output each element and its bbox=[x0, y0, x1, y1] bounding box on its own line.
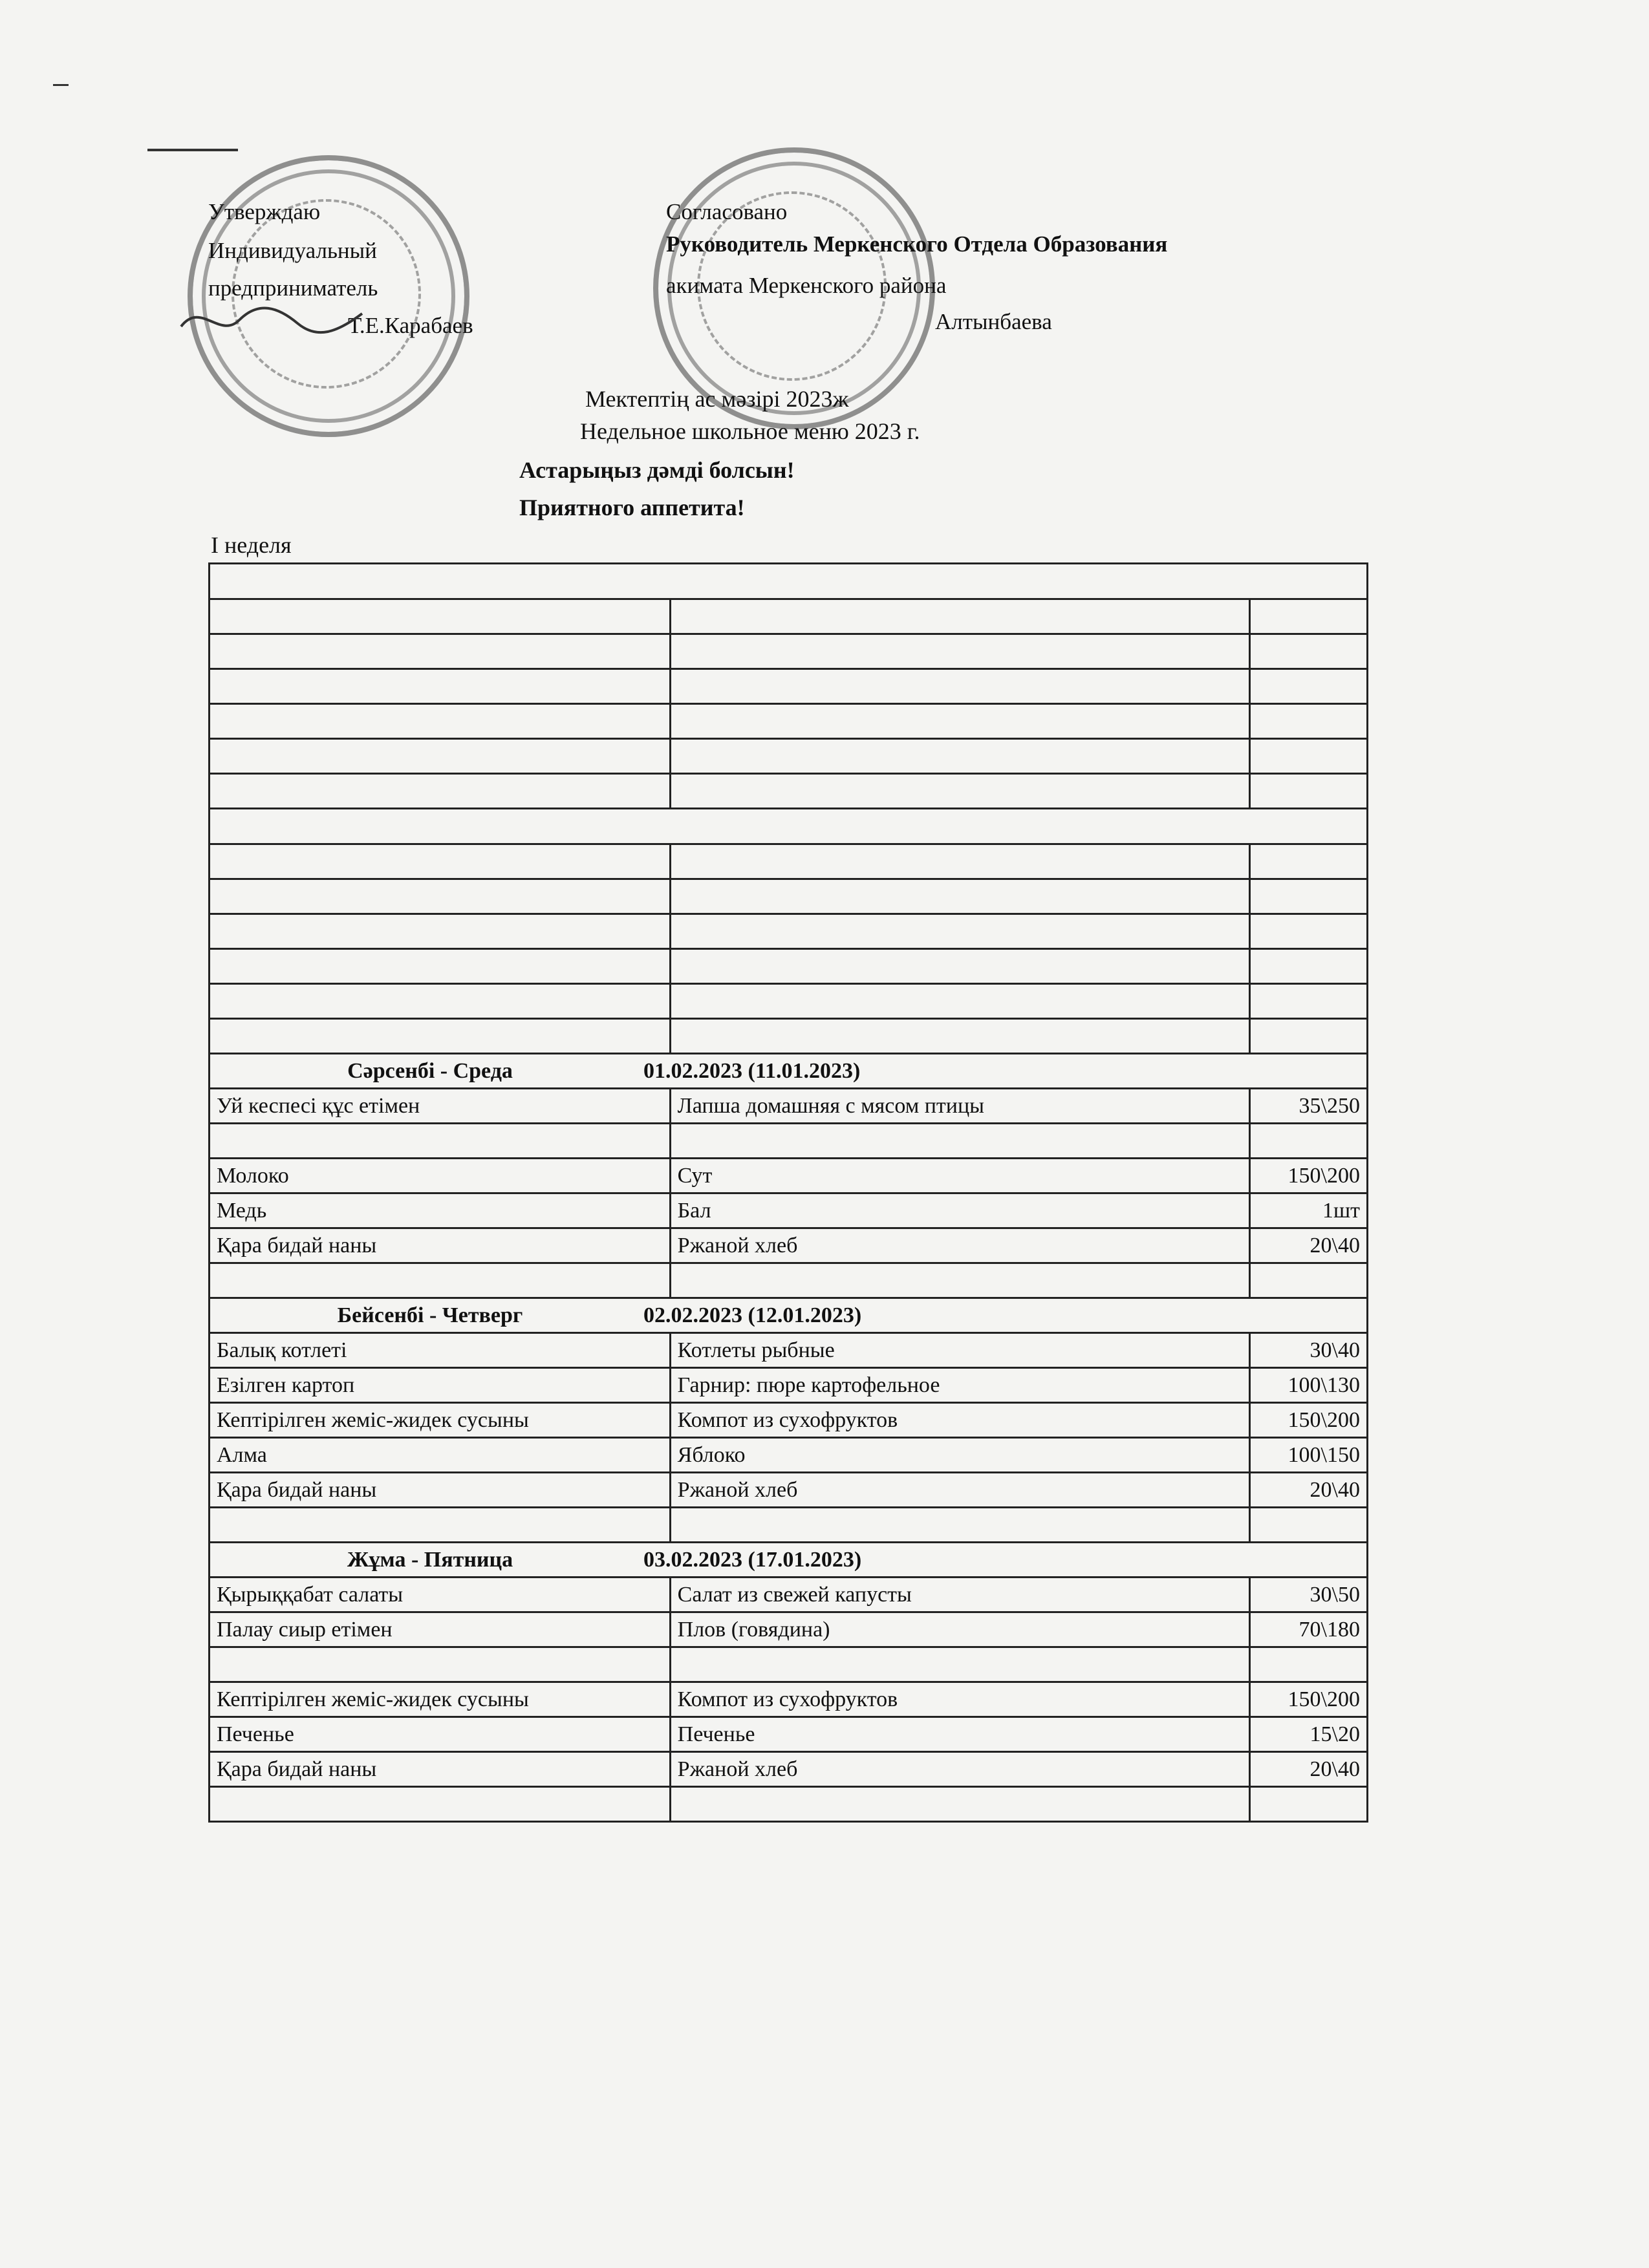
table-row bbox=[210, 1612, 1368, 1647]
dish-name-kz: Қара бидай наны bbox=[210, 1228, 671, 1263]
dish-name-ru: Салат из свежей капусты bbox=[670, 1578, 1250, 1612]
dish-name-ru: Ржаной хлеб bbox=[670, 1228, 1250, 1263]
portion-size bbox=[1250, 1508, 1368, 1543]
dish-name-ru: Котлеты рыбные bbox=[670, 1333, 1250, 1368]
table-row bbox=[210, 1647, 1368, 1682]
agreer-role-line1: Руководитель Меркенского Отдела Образования bbox=[666, 231, 1168, 257]
table-row bbox=[210, 1019, 1368, 1054]
table-row bbox=[210, 1193, 1368, 1228]
dish-name-ru: Бал bbox=[670, 1193, 1250, 1228]
table-row bbox=[210, 1333, 1368, 1368]
portion-size: 20\40 bbox=[1250, 1752, 1368, 1787]
dish-name-kz: Балық котлеті bbox=[210, 1333, 671, 1368]
table-row bbox=[210, 1263, 1368, 1298]
portion-size: 30\40 bbox=[1250, 1333, 1368, 1368]
table-row bbox=[210, 809, 1368, 844]
portion-size: 150\200 bbox=[1250, 1682, 1368, 1717]
table-row bbox=[210, 1473, 1368, 1508]
portion-size: 15\20 bbox=[1250, 1717, 1368, 1752]
dish-name-kz bbox=[210, 1263, 671, 1298]
dish-name-kz: Қара бидай наны bbox=[210, 1473, 671, 1508]
dish-name-ru: Сут bbox=[670, 1159, 1250, 1193]
portion-size bbox=[1250, 1124, 1368, 1159]
wish-kz: Астарыңыз дәмді болсын! bbox=[519, 457, 795, 483]
dish-name-ru: Яблоко bbox=[670, 1438, 1250, 1473]
dish-name-ru bbox=[670, 1124, 1250, 1159]
table-row bbox=[210, 1578, 1368, 1612]
portion-size: 100\130 bbox=[1250, 1368, 1368, 1403]
agreed-label: Согласовано bbox=[666, 199, 788, 224]
portion-size bbox=[1250, 1787, 1368, 1822]
table-row bbox=[210, 984, 1368, 1019]
dish-name-ru: Плов (говядина) bbox=[670, 1612, 1250, 1647]
dish-name-ru: Гарнир: пюре картофельное bbox=[670, 1368, 1250, 1403]
approve-label: Утверждаю bbox=[208, 199, 321, 224]
portion-size: 30\50 bbox=[1250, 1578, 1368, 1612]
dish-name-kz: Печенье bbox=[210, 1717, 671, 1752]
agreer-name: Алтынбаева bbox=[935, 309, 1052, 334]
table-row bbox=[210, 1368, 1368, 1403]
table-row bbox=[210, 564, 1368, 599]
day-header-row bbox=[210, 1298, 1368, 1333]
portion-size bbox=[1250, 1263, 1368, 1298]
dish-name-ru bbox=[670, 1787, 1250, 1822]
table-row bbox=[210, 774, 1368, 809]
portion-size: 100\150 bbox=[1250, 1438, 1368, 1473]
table-row bbox=[210, 1403, 1368, 1438]
menu-title-kz: Мектептің ас мәзірі 2023ж bbox=[585, 386, 849, 412]
dish-name-kz: Уй кеспесі құс етімен bbox=[210, 1089, 671, 1124]
table-row bbox=[210, 669, 1368, 704]
agreer-role-line2: акимата Меркенского района bbox=[666, 273, 947, 298]
dish-name-kz: Палау сиыр етімен bbox=[210, 1612, 671, 1647]
dish-name-ru bbox=[670, 1647, 1250, 1682]
day-header-cell bbox=[210, 1054, 1368, 1089]
approver-name: Т.Е.Карабаев bbox=[348, 313, 473, 338]
table-row bbox=[210, 1228, 1368, 1263]
table-row bbox=[210, 1124, 1368, 1159]
menu-table-body bbox=[210, 564, 1368, 1822]
day-header-cell bbox=[210, 1543, 1368, 1578]
portion-size: 20\40 bbox=[1250, 1228, 1368, 1263]
table-row bbox=[210, 1438, 1368, 1473]
table-row bbox=[210, 634, 1368, 669]
day-header-row bbox=[210, 1543, 1368, 1578]
menu-title-ru: Недельное школьное меню 2023 г. bbox=[580, 418, 920, 444]
portion-size: 150\200 bbox=[1250, 1403, 1368, 1438]
approver-role-line2: предприниматель bbox=[208, 275, 378, 301]
portion-size: 20\40 bbox=[1250, 1473, 1368, 1508]
scan-mark bbox=[147, 149, 238, 151]
scan-mark bbox=[53, 84, 69, 86]
dish-name-kz bbox=[210, 1508, 671, 1543]
table-row bbox=[210, 949, 1368, 984]
day-header-cell bbox=[210, 1298, 1368, 1333]
table-row bbox=[210, 1508, 1368, 1543]
table-row bbox=[210, 704, 1368, 739]
day-header-row bbox=[210, 1054, 1368, 1089]
dish-name-kz bbox=[210, 1787, 671, 1822]
menu-table bbox=[208, 562, 1368, 1823]
table-row bbox=[210, 844, 1368, 879]
dish-name-kz: Езілген картоп bbox=[210, 1368, 671, 1403]
approver-role-line1: Индивидуальный bbox=[208, 238, 377, 263]
dish-name-ru: Ржаной хлеб bbox=[670, 1473, 1250, 1508]
signature-left bbox=[175, 294, 369, 346]
dish-name-kz: Молоко bbox=[210, 1159, 671, 1193]
portion-size: 150\200 bbox=[1250, 1159, 1368, 1193]
dish-name-kz: Алма bbox=[210, 1438, 671, 1473]
table-row bbox=[210, 599, 1368, 634]
wish-ru: Приятного аппетита! bbox=[519, 495, 745, 520]
dish-name-ru: Компот из сухофруктов bbox=[670, 1682, 1250, 1717]
dish-name-kz: Кептірілген жеміс-жидек сусыны bbox=[210, 1682, 671, 1717]
dish-name-kz: Қырыққабат салаты bbox=[210, 1578, 671, 1612]
dish-name-ru bbox=[670, 1263, 1250, 1298]
dish-name-kz bbox=[210, 1124, 671, 1159]
dish-name-kz: Медь bbox=[210, 1193, 671, 1228]
portion-size: 1шт bbox=[1250, 1193, 1368, 1228]
portion-size: 70\180 bbox=[1250, 1612, 1368, 1647]
dish-name-kz: Кептірілген жеміс-жидек сусыны bbox=[210, 1403, 671, 1438]
table-row bbox=[210, 914, 1368, 949]
dish-name-ru: Лапша домашняя с мясом птицы bbox=[670, 1089, 1250, 1124]
dish-name-kz: Қара бидай наны bbox=[210, 1752, 671, 1787]
portion-size bbox=[1250, 1647, 1368, 1682]
table-row bbox=[210, 1682, 1368, 1717]
day-name: Бейсенбі - Четверг bbox=[337, 1303, 523, 1327]
day-name: Жұма - Пятница bbox=[347, 1547, 513, 1572]
day-date: 02.02.2023 (12.01.2023) bbox=[643, 1303, 862, 1327]
dish-name-ru: Печенье bbox=[670, 1717, 1250, 1752]
table-row bbox=[210, 1752, 1368, 1787]
week-label: I неделя bbox=[211, 532, 292, 558]
table-row bbox=[210, 1089, 1368, 1124]
table-row bbox=[210, 879, 1368, 914]
dish-name-ru bbox=[670, 1508, 1250, 1543]
dish-name-ru: Компот из сухофруктов bbox=[670, 1403, 1250, 1438]
table-row bbox=[210, 739, 1368, 774]
day-date: 03.02.2023 (17.01.2023) bbox=[643, 1547, 862, 1572]
portion-size: 35\250 bbox=[1250, 1089, 1368, 1124]
day-name: Сәрсенбі - Среда bbox=[347, 1058, 513, 1083]
table-row bbox=[210, 1717, 1368, 1752]
dish-name-kz bbox=[210, 1647, 671, 1682]
dish-name-ru: Ржаной хлеб bbox=[670, 1752, 1250, 1787]
day-date: 01.02.2023 (11.01.2023) bbox=[643, 1058, 861, 1083]
table-row bbox=[210, 1787, 1368, 1822]
table-row bbox=[210, 1159, 1368, 1193]
